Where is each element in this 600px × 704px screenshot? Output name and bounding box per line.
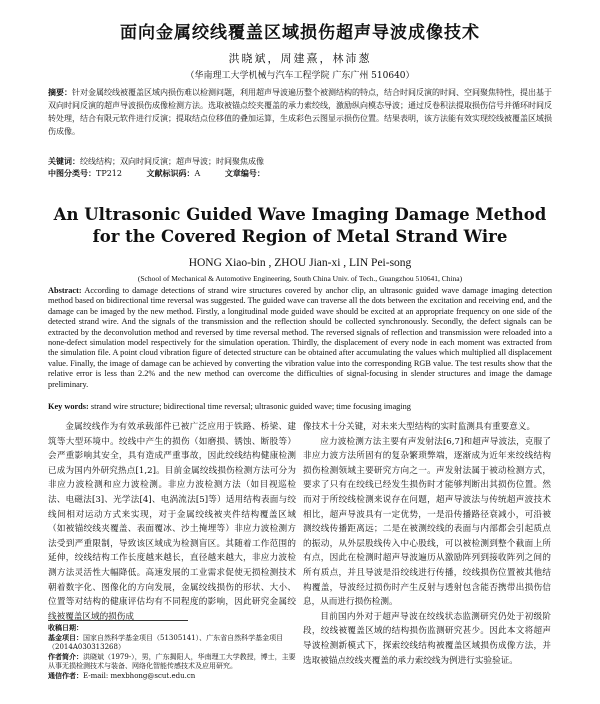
- english-abstract-label: Abstract:: [48, 286, 82, 295]
- chinese-keywords: [48, 156, 552, 167]
- chinese-abstract: [48, 86, 552, 138]
- footnote-divider: [48, 620, 188, 621]
- english-keywords: [48, 402, 552, 411]
- body-column-left: [48, 420, 296, 624]
- corresponding-email: E-mail: mexbhong@scut.edu.cn: [83, 671, 196, 680]
- chinese-classification-line: [48, 168, 552, 179]
- english-abstract: [48, 286, 552, 390]
- body-paragraph: 金属绞线作为有效承载部件已被广泛应用于铁路、桥梁、建筑等大型环境中。绞线中产生的损伤（如磨损、锈蚀、断股等）会严重影响其安全，具有造成严重事故，因此绞线结构健康检测已成为国内外研究热点[1,2]。目前金属绞线损伤检测方法可分为非应力波检测和应力波检测。非应力波检测方法（如目视巡检法、电磁法[3]、光学法[4]、电涡流法[5]等）适用结构表面与绞线间相对运动方式来实现，对于金属绞线被夹件结构覆盖区域（如被锚绞线夹覆盖、表面覆冰、沙土掩埋等）非应力波检测方法受到严重限制，导致该区域成为检测盲区。其随着工作范围的延伸，绞线结构工作长度越来越长，直径越来越大，非应力波检测方法灵活性大幅降低。高速发展的工业需求促使无损检测技术朝着数字化、图像化的方向发展，金属绞线损伤的形状、大小、位置等对结构的健康评估均有不同程度的影响，因此研究金属绞线被覆盖区域的损伤成: [48, 422, 296, 622]
- author-bio-text: 洪晓斌（1979-），男，广东揭阳人，华南理工大学教授，博士，主要从事无损检测技术与装备、网络化智能传感技术及应用研究。: [48, 652, 296, 671]
- english-affiliation: (School of Mechanical & Automotive Engineering, South China Univ. of Tech., Guangzhou 510641, China): [137, 274, 463, 283]
- fund-label: 基金项目：: [48, 633, 83, 642]
- body-paragraph: 应力波检测方法主要有声发射法[6,7]和超声导波法，克服了非应力波方法所固有的复杂繁琐弊端，逐渐成为近年来绞线结构损伤检测领域主要研究方向之一。声发射法属于被动检测方式，要求了只有在绞线已经发生损伤时才能够判断出其损伤位置。然而对于所绞线检测来说存在问题，超声导波法与传统超声波技术相比，超声导波具有一定优势，一是沿传播路径衰减小，可沿被测绞线传播距离远；二是在被测绞线的表面与内部都会引起质点的振动，从外层股线传入中心股线，可以被检测到整个截面上所有点，因此在检测时超声导波遍历从激励阵列到接收阵列之间的所有质点，并且导波是沿绞线进行传播，绞线损伤位置被其他结构覆盖，导波经过损伤时产生反射与透射包含能否携带出损伤信息，从而进行损伤检测。: [303, 436, 551, 608]
- article-number-label: 文章编号：: [224, 169, 265, 178]
- english-keywords-label: Key words:: [48, 402, 89, 411]
- chinese-keywords-label: 关键词：: [48, 157, 80, 166]
- chinese-abstract-label: 摘要：: [48, 88, 72, 97]
- footnote-block: [48, 624, 296, 682]
- english-authors: HONG Xiao-bin , ZHOU Jian-xi , LIN Pei-song: [188, 257, 412, 269]
- class-label: 中图分类号：: [48, 169, 96, 178]
- chinese-affiliation: （华南理工大学机械与汽车工程学院 广东广州 510640）: [185, 71, 415, 81]
- english-title: An Ultrasonic Guided Wave Imaging Damage Method for the Covered Region of Metal Strand Wire: [53, 205, 547, 246]
- english-abstract-text: According to damage detections of strand wire structures covered by anchor clip, an ultrasonic guided wave damage imaging detection method based on bidirectional time reversal was suggested. The guided wave can traverse all the dots between the excitation and receiving end, and the damage can be imaged by the new method. Firstly, a longitudinal mode guided wave should be excited at an appropriate frequency on one side of the detected strand wire. And the signals of the transmission and the reflection should be collected synchronously. Secondly, the defect signals can be extracted by the deconvolution method and reversed by time reversal method. The reversed signals of reflection and transmission were reloaded into a none-defect simulation model respectively for the simulation operation. Thirdly, the displacement of every node in each moment was extracted from the simulation file. A point cloud vibration figure of detected structure can be obtained after accumulating the values which multiplied all displacement value. Finally, the image of damage can be achieved by converting the vibration value into the corresponding RGB value. The test results show that the relative error is less than 2.2% and the new method can overcome the difficulties of signal-focusing in slender structures and image the damage preliminary.: [48, 286, 552, 389]
- body-paragraph: 目前国内外对于超声导波在绞线状态监测研究仍处于初级阶段，绞线被覆盖区域的结构损伤监测研究甚少。因此本文将超声导波检测新模式下，探索绞线结构被覆盖区域损伤成像方法，并选取被锚点绞线夹覆盖的承力索绞线为例进行实验验证。: [303, 611, 551, 666]
- chinese-abstract-text: 针对金属绞线被覆盖区域内损伤难以检测问题，利用超声导波遍历整个被测结构的特点，结合时间反演的时间、空间聚焦特性，提出基于双向时间反演的超声导波损伤成像检测方法。选取被锚点绞夹覆盖的承力索绞线，激励纵向模态导波；通过反卷积法提取损伤信号并循环时间反转处理，结合有限元软件进行反演；提取结点位移值的叠加运算，生成彩色云图显示损伤位置。结果表明，该方法能有效实现绞线被覆盖区域损伤成像。: [48, 88, 552, 136]
- class-value: TP212: [96, 169, 122, 178]
- doc-code-label: 文献标识码：: [146, 169, 195, 178]
- chinese-title: 面向金属绞线覆盖区域损伤超声导波成像技术: [120, 23, 480, 43]
- english-keywords-text: strand wire structure; bidirectional time reversal; ultrasonic guided wave; time focusing imaging: [90, 402, 411, 411]
- chinese-authors: 洪晓斌，周建熹，林沛葱: [228, 52, 372, 65]
- received-label: 收稿日期：: [48, 624, 83, 632]
- doc-code-value: A: [194, 169, 201, 178]
- body-paragraph: 像技术十分关键，对未来大型结构的实时监测具有重要意义。: [303, 422, 536, 432]
- fund-text: 国家自然科学基金项目（51305141）、广东省自然科学基金项目（2014A030313268）: [48, 633, 284, 652]
- corresponding-label: 通信作者：: [48, 671, 83, 680]
- author-bio-label: 作者简介：: [48, 652, 83, 661]
- chinese-keywords-text: 绞线结构；双向时间反演；超声导波；时间聚焦成像: [80, 157, 264, 166]
- body-column-right: [303, 420, 551, 668]
